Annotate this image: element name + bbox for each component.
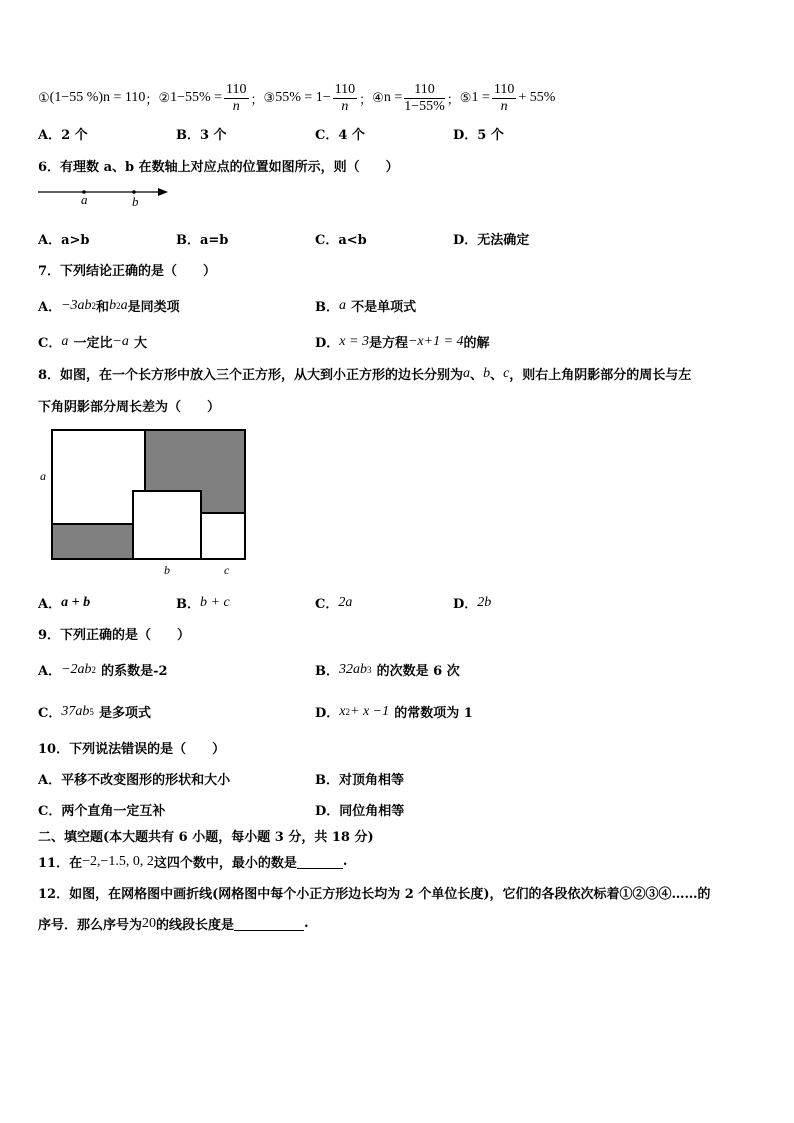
- q8-option-b: B． b + c: [176, 594, 230, 612]
- q9-option-d: D． x 2 + x −1 的常数项为 1: [315, 703, 473, 721]
- q6-option-d: D．无法确定: [453, 233, 530, 248]
- label-a: a: [81, 192, 88, 207]
- square-b: [133, 491, 201, 559]
- formula-2-lhs: 1−55% =: [170, 90, 223, 105]
- q12-line1: 12．如图，在网格图中画折线(网格图中每个小正方形边长均为 2 个单位长度)，它们的各段依次标着①②③④……的: [38, 887, 711, 902]
- answer-blank[interactable]: [297, 854, 343, 869]
- q5-option-c: C．4 个: [315, 128, 365, 143]
- section-title: 二、填空题(本大题共有 6 小题，每小题 3 分，共 18 分): [38, 830, 374, 845]
- q7-option-b: B． a 不是单项式: [315, 297, 417, 315]
- separator: ；: [359, 92, 373, 108]
- formula-3-lhs: 55% = 1−: [275, 90, 331, 105]
- q5-formula-line: [38, 78, 555, 118]
- separator: ；: [250, 92, 264, 108]
- formula-2-fraction: $\frac{110}{n}$: [226, 81, 247, 114]
- formula-4-lhs: n =: [383, 90, 403, 105]
- label-b: b: [164, 563, 170, 577]
- q10-option-a: A．平移不改变图形的形状和大小: [38, 773, 231, 788]
- formula-2-mark: ②: [158, 90, 171, 106]
- label-a: a: [40, 469, 46, 483]
- q5-option-a: A．2 个: [38, 128, 88, 143]
- q7-option-a: A． −3ab 2 和 b 2 a 是同类项: [38, 297, 180, 315]
- label-b: b: [132, 194, 139, 209]
- q12-line2: 序号．那么序号为 20 的线段长度是 .: [38, 915, 309, 933]
- q8-stem-line2: 下角阴影部分周长差为（ ）: [38, 400, 221, 415]
- formula-5-lhs: 1 =: [471, 90, 490, 105]
- q9-stem: 9．下列正确的是（ ）: [38, 628, 191, 643]
- q5-option-b: B．3 个: [176, 128, 227, 143]
- q5-option-d: D．5 个: [453, 128, 504, 143]
- formula-4-fraction: $\frac{110}{1-55\%}$: [404, 81, 445, 114]
- q10-stem: 10．下列说法错误的是（ ）: [38, 742, 226, 757]
- formula-3-mark: ③: [263, 90, 276, 106]
- arrow-right-icon: [158, 188, 168, 196]
- q7-stem: 7．下列结论正确的是（ ）: [38, 264, 217, 279]
- q6-option-c: C．a<b: [315, 233, 367, 248]
- q8-figure: [34, 424, 256, 580]
- formula-1: (1−55 %)n = 110: [49, 90, 146, 105]
- q8-option-a: A． a + b: [38, 594, 91, 612]
- q8-option-d: D． 2b: [453, 594, 492, 612]
- q9-option-b: B． 32ab 3 的次数是 6 次: [315, 661, 460, 679]
- formula-1-mark: ①: [38, 90, 50, 106]
- q6-stem: 6．有理数 a、b 在数轴上对应点的位置如图所示，则（ ）: [38, 160, 399, 175]
- label-c: c: [224, 563, 230, 577]
- q6-option-a: A．a>b: [38, 233, 90, 248]
- q10-option-c: C．两个直角一定互补: [38, 804, 166, 819]
- separator: ；: [145, 92, 159, 108]
- q9-option-c: C． 37ab 5 是多项式: [38, 703, 151, 721]
- q8-stem-line1: 8．如图，在一个长方形中放入三个正方形，从大到小正方形的边长分别为 a 、 b 、 c ，则右上角阴影部分的周长与左: [38, 365, 692, 383]
- q9-option-a: A． −2ab 2 的系数是-2: [38, 661, 168, 679]
- number-line: [36, 182, 176, 210]
- q8-option-c: C． 2a: [315, 594, 353, 612]
- formula-5-fraction: $\frac{110}{n}$: [493, 81, 515, 114]
- q11: 11．在 −2,−1.5, 0, 2 这四个数中，最小的数是 .: [38, 853, 348, 871]
- formula-4-mark: ④: [372, 90, 384, 106]
- separator: ；: [446, 92, 460, 108]
- q7-option-d: D． x = 3 是方程 −x+1 = 4 的解: [315, 333, 490, 351]
- formula-5-rhs: + 55%: [518, 90, 556, 105]
- q10-option-d: D．同位角相等: [315, 804, 405, 819]
- q7-option-c: C． a 一定比 −a 大: [38, 333, 148, 351]
- square-c: [201, 513, 245, 559]
- answer-blank[interactable]: [234, 916, 304, 931]
- square-a: [52, 430, 145, 524]
- formula-5-mark: ⑤: [459, 90, 472, 106]
- q10-option-b: B．对顶角相等: [315, 773, 404, 788]
- q6-option-b: B．a=b: [176, 233, 229, 248]
- lower-left-shaded: [52, 524, 133, 559]
- formula-3-fraction: $\frac{110}{n}$: [334, 81, 356, 114]
